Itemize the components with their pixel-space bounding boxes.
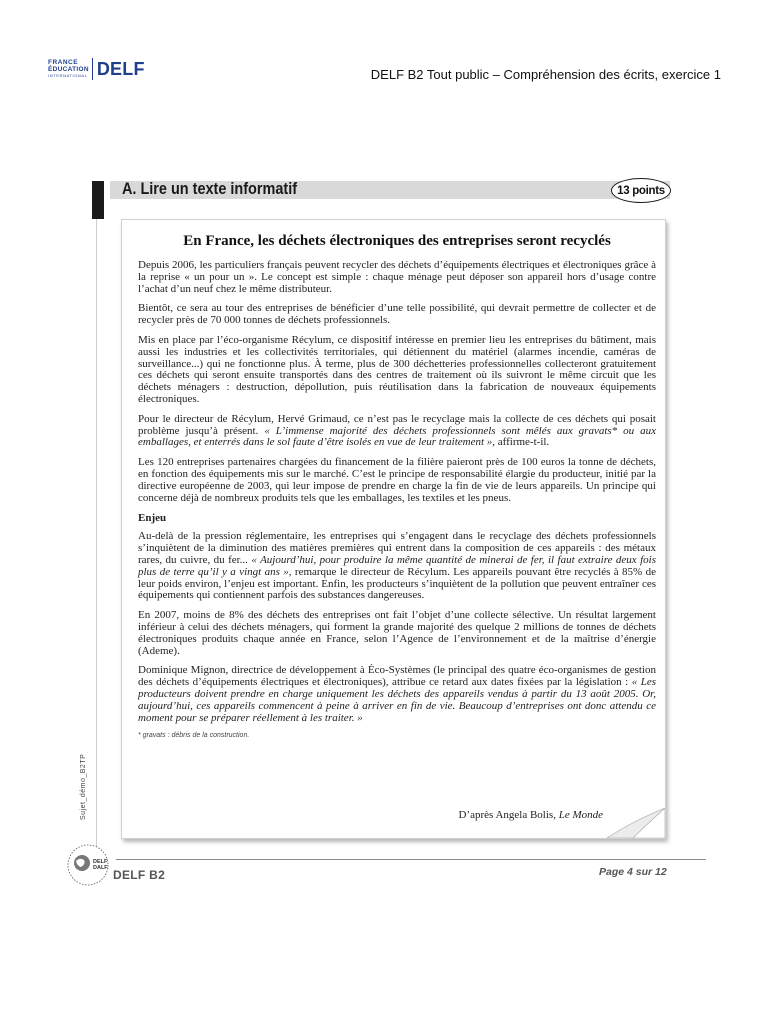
logo-line-2: ÉDUCATION	[48, 65, 89, 73]
delf-brand: DELF	[96, 58, 145, 79]
credit-source: Le Monde	[558, 809, 603, 821]
left-guide-line	[96, 219, 97, 859]
footer-rule	[116, 859, 706, 860]
subheading: Enjeu	[138, 512, 167, 525]
logo-line-1: FRANCE	[48, 59, 79, 67]
page-curl-icon	[603, 808, 665, 838]
logo-separator	[92, 58, 93, 80]
section-title: A. Lire un texte informatif	[122, 179, 298, 198]
footer-exam-label: DELF B2	[113, 868, 166, 882]
article-content	[138, 233, 656, 739]
quote: « L’immense majorité des déchets professionnels sont mêlés aux gravats* ou aux emballages, et enterrés dans le sol faute d’être isolés en vue de leur traitement »	[138, 424, 656, 449]
article-paragraph: Bientôt, ce sera au tour des entreprises de bénéficier d’une telle possibilité, qui devrait permettre de collecter et de recycler près de 70 000 tonnes de déchets professionnels.	[138, 302, 656, 327]
article-box	[121, 219, 666, 839]
left-rule	[92, 199, 104, 219]
svg-text:DALF: DALF	[93, 865, 108, 871]
page-number: Page 4 sur 12	[599, 866, 667, 878]
svg-text:DELF: DELF	[93, 859, 108, 865]
article-credit: D’après Angela Bolis, Le Monde	[458, 809, 603, 821]
france-education-international-logo	[48, 58, 145, 80]
points-badge: 13 points	[611, 178, 671, 203]
article-paragraph: Dominique Mignon, directrice de développement à Éco-Systèmes (le principal des quatre éco-organismes de gestion des déchets d’équipements électriques et électroniques), attribue ce retard aux dates fixées par la législation : « Les producteurs doivent prendre en charge uniquement les déchets des appareils vendus à partir du 13 août 2005. Or, aujourd’hui, ces appareils commencent à peine à arriver en fin de vie. Beaucoup d’entreprises ont donc attendu ce moment pour se préparer réellement à les traiter. »	[138, 664, 657, 724]
delf-dalf-seal-icon	[66, 843, 110, 887]
article-paragraph: En 2007, moins de 8% des déchets des entreprises ont fait l’objet d’une collecte sélective. Un résultat largement inférieur à celui des déchets ménagers, qui forment la grande majorité des quelque 2 millions de tonnes de déchets électroniques produits chaque année en France, selon l’Agence de l’environnement et de la maîtrise d’énergie (Ademe).	[138, 609, 656, 657]
header-title: DELF B2 Tout public – Compréhension des écrits, exercice 1	[370, 67, 721, 82]
section-marker	[92, 181, 104, 199]
article-paragraph: Au-delà de la pression réglementaire, les entreprises qui s’engagent dans le recyclage des déchets professionnels s’inquiètent de la diminution des matières premières qui entrent dans la composition de ces appareils : des métaux rares, du cuivre, du fer... « Aujourd’hui, pour produire la même quantité de minerai de fer, il faut extraire deux fois plus de terre qu’il y a vingt ans », remarque le directeur de Récylum. Les appareils pouvant être recyclés à 85% de leur poids environ, l’enjeu est important. Enfin, les producteurs s’inquiètent de la pollution que peuvent entraîner ces équipements qui contiennent parfois des substances dangereuses.	[138, 530, 656, 602]
article-paragraph: Depuis 2006, les particuliers français peuvent recycler des déchets d’équipements électriques et électroniques grâce à la reprise « un pour un ». Le concept est simple : chaque ménage peut déposer son appareil hors d’usage contre l’achat d’un neuf chez le même distributeur.	[138, 259, 656, 295]
footnote: * gravats : débris de la construction.	[138, 732, 250, 740]
logo-line-3: INTERNATIONAL	[48, 72, 88, 78]
article-paragraph: Mis en place par l’éco-organisme Récylum, ce dispositif intéresse en premier lieu les entreprises du bâtiment, mais aussi les industries et les collectivités territoriales, qui détiennent du matériel (alarmes incendie, caméras de surveillance...) qui ne fonctionne plus. À terme, plus de 300 déchetteries professionnelles collecteront gratuitement ces déchets qui seront ensuite transportés dans des centres de traitement où ils suivront le même circuit que les déchets ménagers : destruction, dépollution, puis réutilisation dans la fabrication de nouveaux équipements électroniques.	[138, 333, 656, 405]
article-paragraph: Les 120 entreprises partenaires chargées du financement de la filière paieront près de 100 euros la tonne de déchets, en fonction des équipements mis sur le marché. C’est le principe de responsabilité élargie du producteur, initié par la directive européenne de 2003, qui leur impose de prendre en charge la fin de vie de leurs appareils. Un principe qui concerne déjà de nombreux produits tels que les emballages, les textiles et les pneus.	[138, 456, 656, 504]
side-label: Sujet_démo_B2TP	[80, 753, 87, 820]
quote: « Les producteurs doivent prendre en charge uniquement les déchets des appareils vendus à partir du 13 août 2005. Or, aujourd’hui, ces appareils commencent à peine à arriver en fin de vie. Beaucoup d’entreprises ont donc attendu ce moment pour se préparer réellement à les traiter. »	[138, 676, 657, 724]
article-headline: En France, les déchets électroniques des entreprises seront recyclés	[183, 233, 611, 249]
article-paragraph: Pour le directeur de Récylum, Hervé Grimaud, ce n’est pas le recyclage mais la collecte de ces déchets qui posait problème jusqu’à présent. « L’immense majorité des déchets professionnels sont mêlés aux gravats* ou aux emballages, et enterrés dans le sol faute d’être isolés en vue de leur traitement », affirme-t-il.	[138, 412, 656, 449]
quote: « Aujourd’hui, pour produire la même quantité de minerai de fer, il faut extraire deux fois plus de terre qu’il y a vingt ans »	[138, 553, 656, 578]
fei-wordmark	[48, 60, 89, 78]
